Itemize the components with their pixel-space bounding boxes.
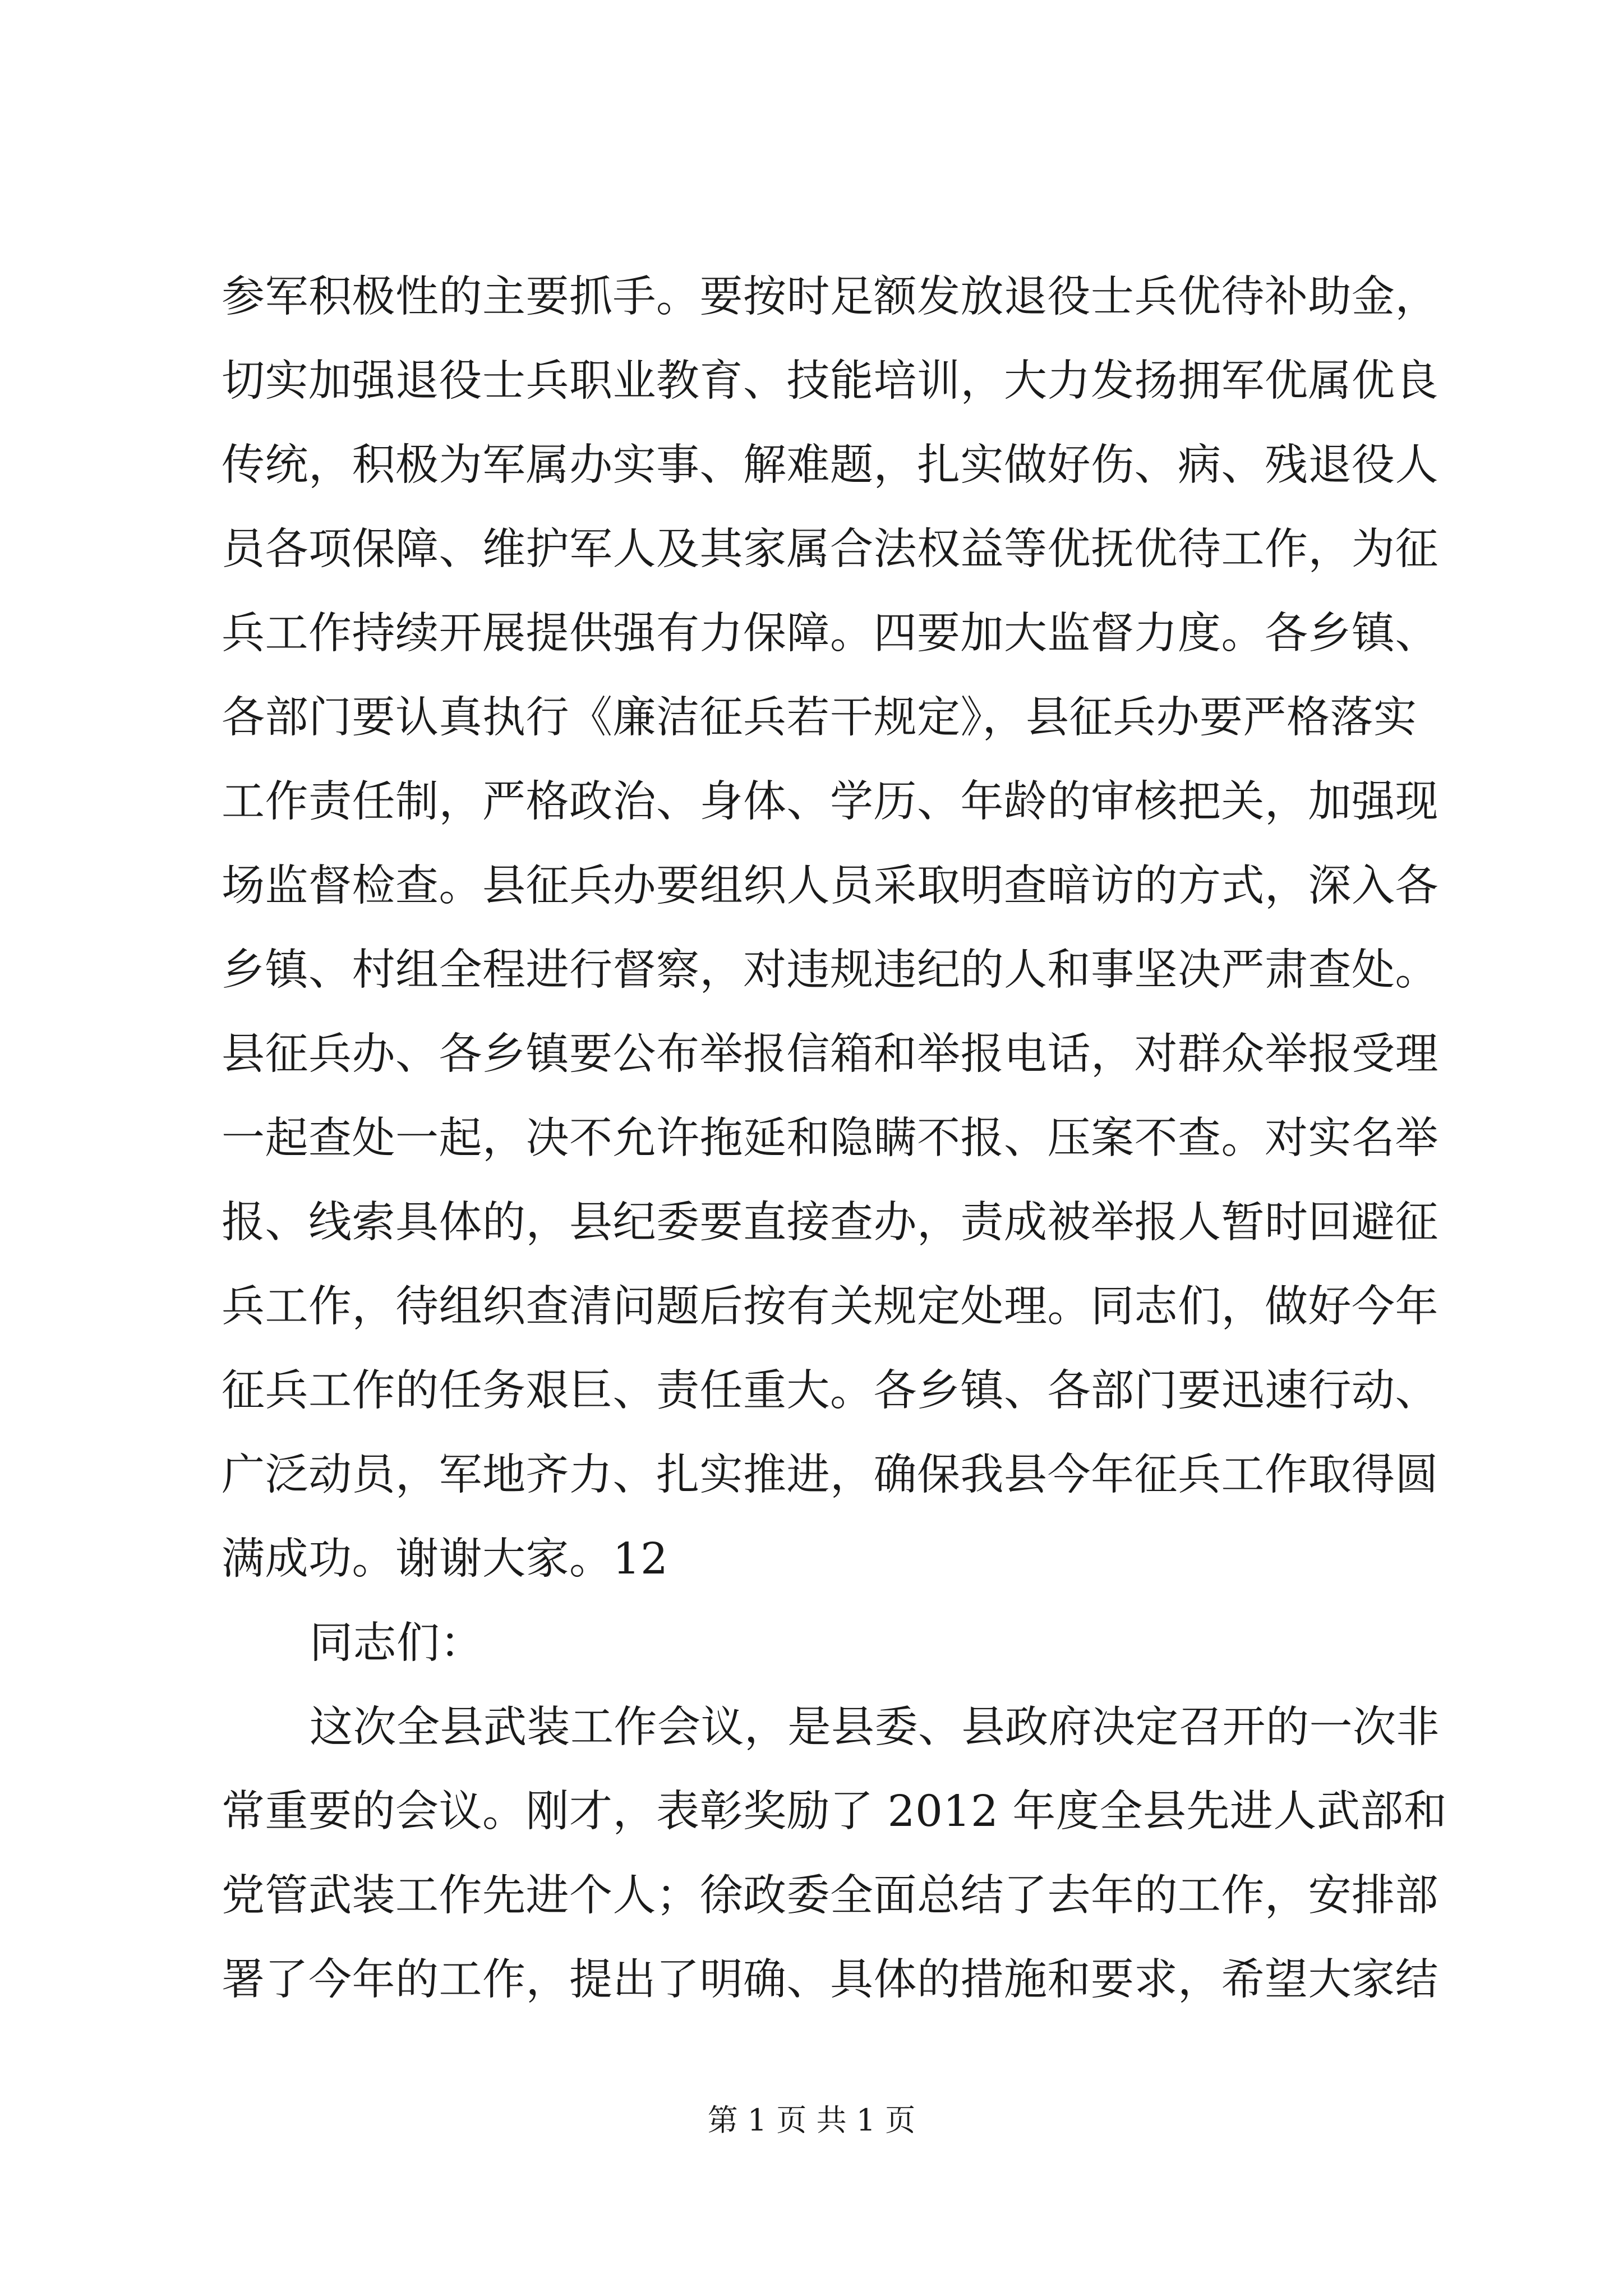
text-line: 场监督检查。县征兵办要组织人员采取明查暗访的方式，深入各 <box>222 861 1438 911</box>
text-line: 兵工作，待组织查清问题后按有关规定处理。同志们，做好今年 <box>222 1282 1438 1332</box>
page-footer: 第 1 页 共 1 页 <box>707 2102 916 2138</box>
text-line: 署了今年的工作，提出了明确、具体的措施和要求，希望大家结 <box>222 1955 1438 2005</box>
text-line: 乡镇、村组全程进行督察，对违规违纪的人和事坚决严肃查处。 <box>222 945 1438 995</box>
text-line: 工作责任制，严格政治、身体、学历、年龄的审核把关，加强现 <box>222 777 1438 827</box>
text-line: 切实加强退役士兵职业教育、技能培训，大力发扬拥军优属优良 <box>222 356 1438 406</box>
text-line: 常重要的会议。刚才，表彰奖励了 2012 年度全县先进人武部和 <box>222 1787 1447 1837</box>
text-line: 满成功。谢谢大家。12 <box>222 1534 668 1584</box>
text-line: 兵工作持续开展提供强有力保障。四要加大监督力度。各乡镇、 <box>222 609 1438 659</box>
text-line: 传统，积极为军属办实事、解难题，扎实做好伤、病、残退役人 <box>222 440 1438 490</box>
text-line: 征兵工作的任务艰巨、责任重大。各乡镇、各部门要迅速行动、 <box>222 1366 1438 1416</box>
text-line: 一起查处一起，决不允许拖延和隐瞒不报、压案不查。对实名举 <box>222 1114 1438 1163</box>
text-line: 党管武装工作先进个人；徐政委全面总结了去年的工作，安排部 <box>222 1871 1438 1921</box>
paragraph-first-line: 这次全县武装工作会议，是县委、县政府决定召开的一次非 <box>310 1703 1440 1752</box>
text-line: 报、线索具体的，县纪委要直接查办，责成被举报人暂时回避征 <box>222 1198 1438 1248</box>
text-line: 各部门要认真执行《廉洁征兵若干规定》，县征兵办要严格落实 <box>222 693 1417 743</box>
text-line: 广泛动员，军地齐力、扎实推进，确保我县今年征兵工作取得圆 <box>222 1450 1438 1500</box>
salutation-line: 同志们： <box>310 1618 483 1668</box>
body-text <box>222 255 1447 2022</box>
text-line: 员各项保障、维护军人及其家属合法权益等优抚优待工作，为征 <box>222 524 1438 574</box>
text-line: 县征兵办、各乡镇要公布举报信箱和举报电话，对群众举报受理 <box>222 1029 1438 1079</box>
text-line: 参军积极性的主要抓手。要按时足额发放退役士兵优待补助金， <box>222 272 1438 322</box>
